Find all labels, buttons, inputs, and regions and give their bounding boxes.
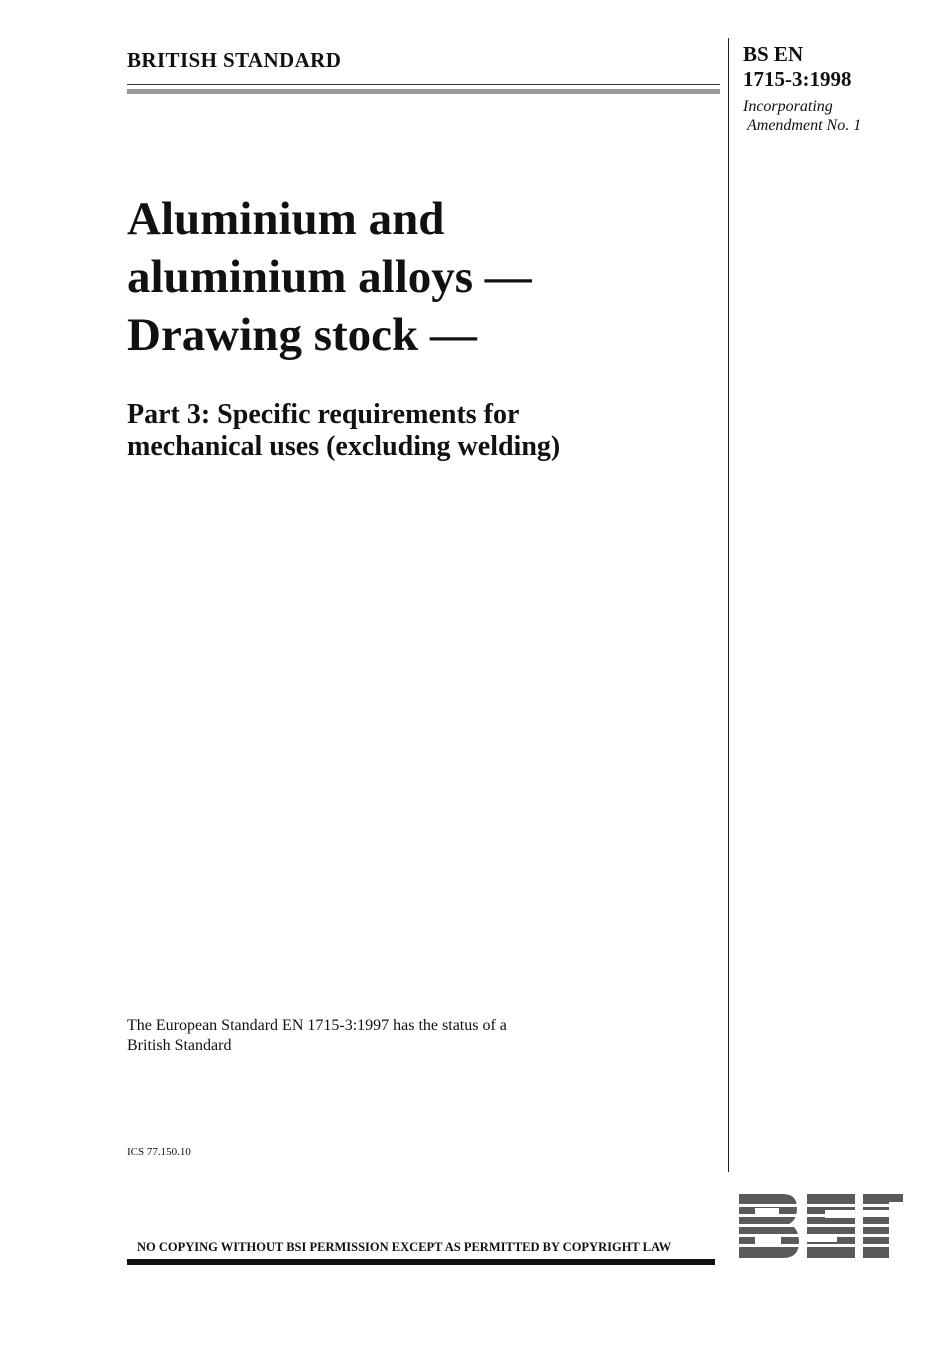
bsi-logo <box>737 1190 905 1266</box>
document-number-line1: BS EN <box>743 42 804 66</box>
standard-type-label: BRITISH STANDARD <box>127 48 342 72</box>
amendment-line2: Amendment No. 1 <box>747 117 862 134</box>
header-rule-thin <box>127 84 720 85</box>
copyright-notice: NO COPYING WITHOUT BSI PERMISSION EXCEPT AS PERMITTED BY COPYRIGHT LAW <box>137 1240 672 1254</box>
title-line1: Aluminium and <box>127 193 445 245</box>
amendment-line1: Incorporating <box>743 98 833 115</box>
vertical-divider <box>728 38 729 1172</box>
status-line2: British Standard <box>127 1037 232 1054</box>
status-statement <box>127 1016 507 1056</box>
status-line1: The European Standard EN 1715-3:1997 has the status of a <box>127 1017 507 1034</box>
title-line2: aluminium alloys — <box>127 251 532 303</box>
subtitle-line1: Part 3: Specific requirements for <box>127 399 520 430</box>
document-number-line2: 1715-3:1998 <box>743 67 852 91</box>
title-line3: Drawing stock — <box>127 309 477 361</box>
document-subtitle <box>127 399 717 463</box>
document-number <box>743 42 852 92</box>
amendment-note <box>743 97 861 135</box>
header-rule-thick <box>127 89 720 94</box>
document-title <box>127 190 707 364</box>
ics-code: ICS 77.150.10 <box>127 1146 191 1158</box>
footer-rule <box>127 1259 715 1265</box>
subtitle-line2: mechanical uses (excluding welding) <box>127 431 561 462</box>
